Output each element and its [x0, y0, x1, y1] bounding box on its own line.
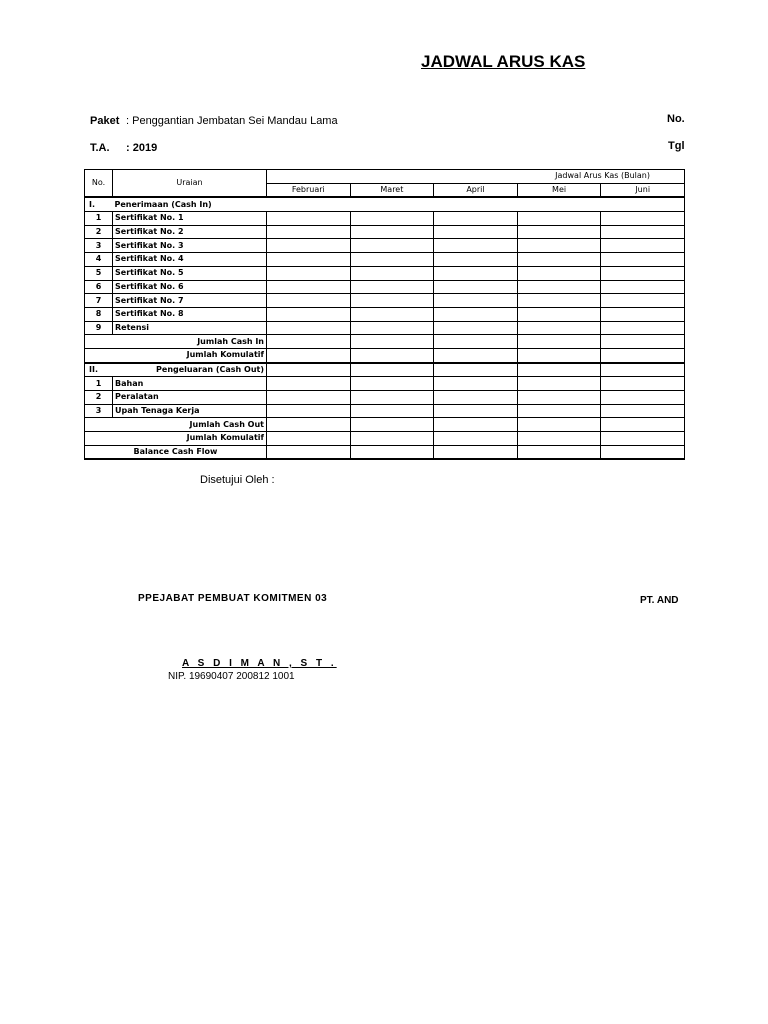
- table-cell: [601, 212, 685, 226]
- table-cell: [434, 266, 518, 280]
- row-number: 2: [85, 391, 113, 405]
- row-label: Sertifikat No. 3: [113, 239, 267, 253]
- row-number: 3: [85, 404, 113, 418]
- table-cell: [434, 363, 518, 377]
- table-row: [85, 280, 685, 294]
- table-cell: [601, 294, 685, 308]
- total-row: [85, 432, 685, 446]
- signer-name: A S D I M A N , S T .: [182, 658, 337, 669]
- table-cell: [350, 266, 434, 280]
- row-number: 4: [85, 253, 113, 267]
- table-cell: [350, 391, 434, 405]
- table-cell: [601, 307, 685, 321]
- total-row: [85, 348, 685, 362]
- table-cell: [267, 307, 351, 321]
- row-label: Sertifikat No. 7: [113, 294, 267, 308]
- table-cell: [267, 280, 351, 294]
- cash-in-rows: [85, 212, 685, 335]
- row-number: 6: [85, 280, 113, 294]
- row-number: 3: [85, 239, 113, 253]
- table-cell: [267, 445, 351, 459]
- ta-label: T.A.: [90, 142, 110, 154]
- table-cell: [267, 335, 351, 349]
- company-title: PT. AND: [640, 595, 679, 606]
- table-row: [85, 391, 685, 405]
- table-cell: [350, 377, 434, 391]
- table-cell: [434, 445, 518, 459]
- row-label: Sertifikat No. 5: [113, 266, 267, 280]
- table-cell: [601, 335, 685, 349]
- table-cell: [434, 294, 518, 308]
- table-cell: [267, 377, 351, 391]
- total-label: Jumlah Komulatif: [85, 432, 267, 446]
- month-header: Mei: [517, 183, 601, 197]
- table-cell: [267, 404, 351, 418]
- table-cell: [267, 418, 351, 432]
- table-cell: [350, 404, 434, 418]
- table-row: [85, 225, 685, 239]
- table-cell: [350, 212, 434, 226]
- table-cell: [434, 253, 518, 267]
- table-cell: [350, 294, 434, 308]
- balance-label: Balance Cash Flow: [85, 445, 267, 459]
- table-cell: [267, 321, 351, 335]
- table-cell: [267, 294, 351, 308]
- table-cell: [517, 239, 601, 253]
- table-cell: [267, 239, 351, 253]
- table-cell: [517, 307, 601, 321]
- month-header: April: [434, 183, 518, 197]
- table-cell: [350, 239, 434, 253]
- total-label: Jumlah Komulatif: [85, 348, 267, 362]
- section-row-cash-out: [85, 363, 685, 377]
- total-row: [85, 335, 685, 349]
- section-number: I.: [85, 197, 113, 211]
- row-label: Sertifikat No. 8: [113, 307, 267, 321]
- table-cell: [601, 266, 685, 280]
- row-label: Sertifikat No. 4: [113, 253, 267, 267]
- table-cell: [434, 321, 518, 335]
- table-cell: [601, 321, 685, 335]
- cash-flow-table: [84, 169, 685, 460]
- table-cell: [517, 404, 601, 418]
- table-cell: [350, 418, 434, 432]
- table-cell: [434, 335, 518, 349]
- table-cell: [517, 363, 601, 377]
- table-cell: [434, 377, 518, 391]
- table-row: [85, 404, 685, 418]
- table-cell: [601, 363, 685, 377]
- section-row-cash-in: [85, 197, 685, 211]
- table-cell: [350, 280, 434, 294]
- table-cell: [350, 321, 434, 335]
- row-number: 1: [85, 377, 113, 391]
- table-cell: [517, 348, 601, 362]
- table-cell: [434, 239, 518, 253]
- row-label: Retensi: [113, 321, 267, 335]
- table-cell: [434, 404, 518, 418]
- table-cell: [267, 391, 351, 405]
- row-label: Peralatan: [113, 391, 267, 405]
- table-cell: [434, 307, 518, 321]
- table-row: [85, 253, 685, 267]
- table-cell: [517, 377, 601, 391]
- total-label: Jumlah Cash In: [85, 335, 267, 349]
- row-label: Sertifikat No. 2: [113, 225, 267, 239]
- table-row: [85, 307, 685, 321]
- table-cell: [434, 280, 518, 294]
- col-no-header: No.: [85, 170, 113, 198]
- table-cell: [517, 280, 601, 294]
- balance-row: [85, 445, 685, 459]
- table-cell: [267, 212, 351, 226]
- paket-label: Paket: [90, 115, 120, 127]
- table-cell: [517, 391, 601, 405]
- table-cell: [517, 266, 601, 280]
- table-cell: [517, 225, 601, 239]
- table-row: [85, 266, 685, 280]
- cash-out-rows: [85, 377, 685, 418]
- table-cell: [517, 321, 601, 335]
- table-cell: [267, 432, 351, 446]
- table-cell: [434, 418, 518, 432]
- table-cell: [601, 239, 685, 253]
- approved-by-label: Disetujui Oleh :: [200, 474, 275, 486]
- month-header: Maret: [350, 183, 434, 197]
- section-label: Pengeluaran (Cash Out): [113, 363, 267, 377]
- table-cell: [434, 432, 518, 446]
- table-cell: [517, 212, 601, 226]
- page-title: JADWAL ARUS KAS: [421, 52, 586, 71]
- table-cell: [601, 432, 685, 446]
- table-row: [85, 239, 685, 253]
- table-cell: [601, 348, 685, 362]
- table-cell: [350, 432, 434, 446]
- row-label: Upah Tenaga Kerja: [113, 404, 267, 418]
- table-cell: [434, 225, 518, 239]
- table-cell: [350, 335, 434, 349]
- table-cell: [350, 253, 434, 267]
- table-cell: [601, 253, 685, 267]
- row-number: 7: [85, 294, 113, 308]
- table-cell: [350, 225, 434, 239]
- table-row: [85, 321, 685, 335]
- signer-nip: NIP. 19690407 200812 1001: [168, 671, 295, 682]
- table-cell: [601, 404, 685, 418]
- table-cell: [267, 363, 351, 377]
- total-row: [85, 418, 685, 432]
- paket-value: : Penggantian Jembatan Sei Mandau Lama: [126, 115, 338, 127]
- table-cell: [601, 391, 685, 405]
- table-cell: [434, 212, 518, 226]
- ppk-title: PPEJABAT PEMBUAT KOMITMEN 03: [138, 593, 328, 604]
- row-number: 2: [85, 225, 113, 239]
- table-cell: [350, 445, 434, 459]
- row-number: 9: [85, 321, 113, 335]
- table-cell: [601, 445, 685, 459]
- schedule-group-header: Jadwal Arus Kas (Bulan): [267, 170, 685, 184]
- ta-value: : 2019: [126, 142, 158, 154]
- table-row: [85, 212, 685, 226]
- table-cell: [601, 280, 685, 294]
- table-cell: [267, 225, 351, 239]
- no-label: No.: [667, 113, 685, 125]
- month-header: Juni: [601, 183, 685, 197]
- table-cell: [267, 266, 351, 280]
- table-cell: [517, 445, 601, 459]
- table-cell: [517, 294, 601, 308]
- total-label: Jumlah Cash Out: [85, 418, 267, 432]
- section-number: II.: [85, 363, 113, 377]
- row-label: Sertifikat No. 6: [113, 280, 267, 294]
- table-cell: [601, 418, 685, 432]
- table-cell: [350, 307, 434, 321]
- table-cell: [267, 348, 351, 362]
- table-cell: [267, 253, 351, 267]
- tgl-label: Tgl: [668, 140, 685, 152]
- table-cell: [601, 377, 685, 391]
- table-cell: [517, 432, 601, 446]
- table-cell: [517, 418, 601, 432]
- table-cell: [601, 225, 685, 239]
- month-header: Februari: [267, 183, 351, 197]
- table-row: [85, 294, 685, 308]
- table-cell: [517, 335, 601, 349]
- row-label: Sertifikat No. 1: [113, 212, 267, 226]
- table-cell: [350, 363, 434, 377]
- row-number: 5: [85, 266, 113, 280]
- table-cell: [434, 391, 518, 405]
- row-label: Bahan: [113, 377, 267, 391]
- table-row: [85, 377, 685, 391]
- table-cell: [434, 348, 518, 362]
- table-cell: [517, 253, 601, 267]
- row-number: 1: [85, 212, 113, 226]
- section-label: Penerimaan (Cash In): [113, 197, 685, 211]
- row-number: 8: [85, 307, 113, 321]
- table-cell: [350, 348, 434, 362]
- col-uraian-header: Uraian: [113, 170, 267, 198]
